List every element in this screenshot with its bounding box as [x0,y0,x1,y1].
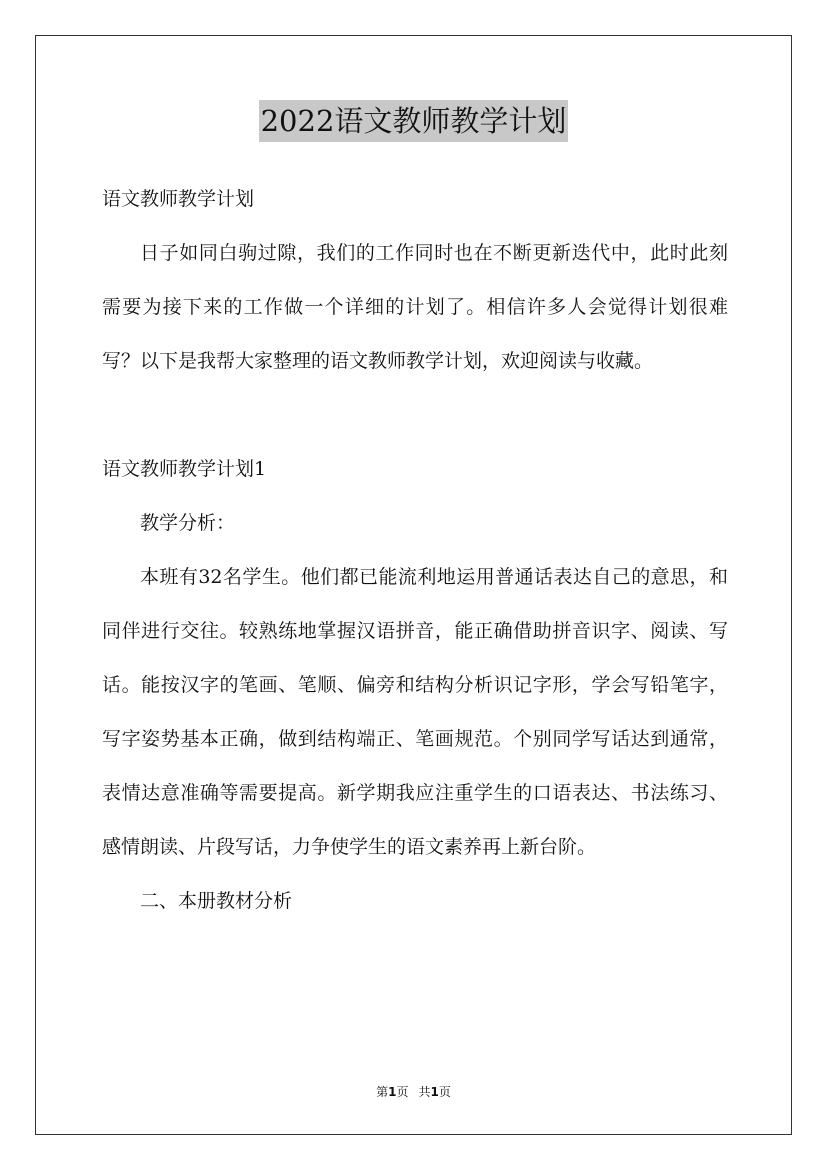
analysis-paragraph: 本班有32名学生。他们都已能流利地运用普通话表达自己的意思，和同伴进行交往。较熟练地掌握汉语拼音，能正确借助拼音识字、阅读、写话。能按汉字的笔画、笔顺、偏旁和结构分析识记字形，学会写铅笔字，写字姿势基本正确，做到结构端正、笔画规范。个别同学写话达到通常，表情达意准确等需要提高。新学期我应注重学生的口语表达、书法练习、感情朗读、片段写话，力争使学生的语文素养再上新台阶。 [102,566,728,858]
total-pages: 1 [430,1085,439,1099]
section-heading: 语文教师教学计划1 [102,458,267,480]
page-prefix: 第 [376,1085,389,1099]
page-footer [0,1083,827,1101]
page-suffix: 页 [396,1085,409,1099]
page-number: 1 [388,1085,397,1099]
document-body [102,172,728,928]
total-prefix: 共 [418,1085,431,1099]
teaching-analysis-label: 教学分析： [140,512,236,534]
subtitle: 语文教师教学计划 [102,188,255,210]
paragraph-spacer [102,388,728,442]
title-container [0,100,827,142]
total-suffix: 页 [438,1085,451,1099]
intro-paragraph: 日子如同白驹过隙，我们的工作同时也在不断更新迭代中，此时此刻需要为接下来的工作做一个详细的计划了。相信许多人会觉得计划很难写？以下是我帮大家整理的语文教师教学计划，欢迎阅读与收藏。 [102,242,728,372]
part-two-heading: 二、本册教材分析 [140,890,293,912]
document-title: 2022语文教师教学计划 [259,100,569,142]
